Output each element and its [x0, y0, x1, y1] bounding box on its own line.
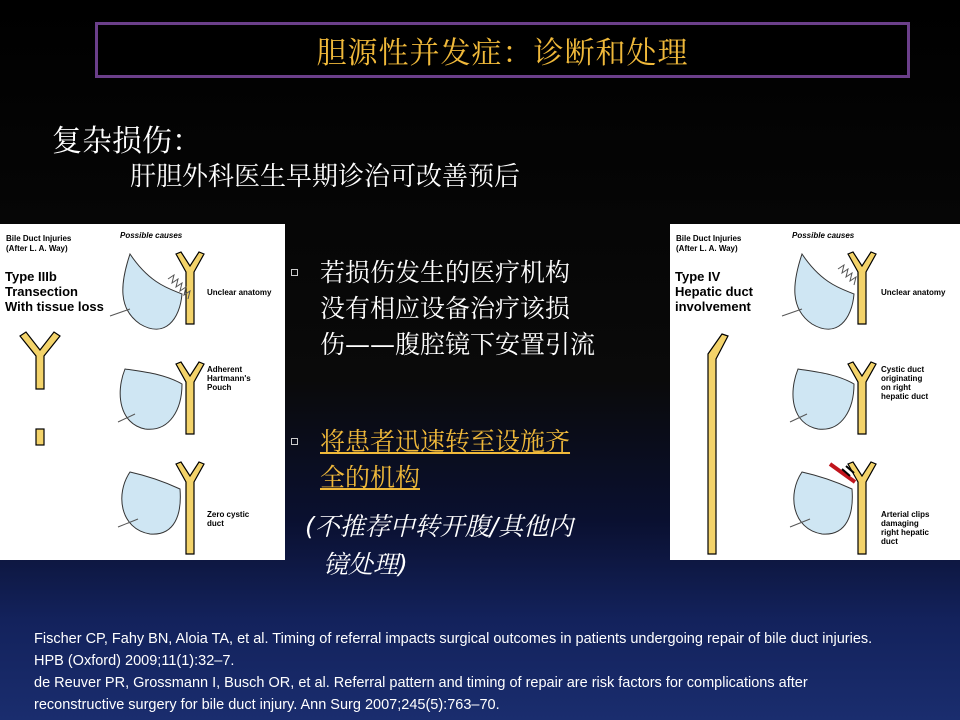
bullet1-line1: 若损伤发生的医疗机构 [320, 258, 571, 287]
references [34, 628, 944, 716]
right-diagram-header-line1: Bile Duct Injuries [676, 234, 742, 243]
ref2-line2: reconstructive surgery for bile duct injury. Ann Surg 2007;245(5):763–70. [34, 697, 500, 713]
note-line2: 镜处理) [323, 550, 408, 579]
right-type-line2: Hepatic duct [675, 284, 754, 299]
right-type-line3: involvement [675, 299, 751, 314]
right-diagram [670, 224, 960, 560]
right-cause3-line4: duct [881, 537, 898, 546]
left-diagram-header-line2: (After L. A. Way) [6, 244, 68, 253]
left-cause2-line2: Hartmann's [207, 374, 251, 383]
left-cause1: Unclear anatomy [207, 288, 272, 297]
ref1-line2: HPB (Oxford) 2009;11(1):32–7. [34, 653, 235, 669]
bullet-square-icon [291, 438, 298, 445]
left-cause3-line1: Zero cystic [207, 510, 250, 519]
left-type-line1: Type IIIb [5, 269, 57, 284]
heading: 复杂损伤： [52, 124, 202, 159]
right-cause3-line1: Arterial clips [881, 510, 930, 519]
right-cause3-line2: damaging [881, 519, 919, 528]
ref1-line1: Fischer CP, Fahy BN, Aloia TA, et al. Timing of referral impacts surgical outcomes in patients undergoing repair of bile duct injuries. [34, 631, 873, 647]
subheading: 肝胆外科医生早期诊治可改善预后 [130, 162, 521, 192]
left-cause2-line1: Adherent [207, 365, 243, 374]
note [305, 508, 665, 584]
left-type-line2: Transection [5, 284, 78, 299]
bullet2-line1: 将患者迅速转至设施齐 [320, 427, 571, 456]
slide-title: 胆源性并发症：诊断和处理 [316, 36, 689, 71]
left-cause3-line2: duct [207, 519, 224, 528]
right-possible-causes: Possible causes [792, 231, 855, 240]
bullet1-line3: 伤——腹腔镜下安置引流 [320, 330, 596, 359]
right-type-line1: Type IV [675, 269, 721, 284]
right-diagram-header-line2: (After L. A. Way) [676, 244, 738, 253]
note-line1: (不推荐中转开腹/其他内 [305, 512, 574, 541]
bullet2-line2: 全的机构 [320, 463, 421, 492]
right-cause3-line3: right hepatic [881, 528, 930, 537]
left-possible-causes: Possible causes [120, 231, 183, 240]
title-box [95, 22, 910, 78]
bullet-square-icon [291, 269, 298, 276]
left-diagram [0, 224, 285, 560]
left-cause2-line3: Pouch [207, 383, 232, 392]
right-cause2-line1: Cystic duct [881, 365, 925, 374]
ref2-line1: de Reuver PR, Grossmann I, Busch OR, et al. Referral pattern and timing of repair are risk factors for complications after [34, 675, 808, 691]
right-cause2-line2: originating [881, 374, 923, 383]
left-type-line3: With tissue loss [5, 299, 104, 314]
bullet1-line2: 没有相应设备治疗该损 [320, 294, 571, 323]
right-cause2-line3: on right [881, 383, 911, 392]
left-diagram-header-line1: Bile Duct Injuries [6, 234, 72, 243]
right-cause1: Unclear anatomy [881, 288, 946, 297]
right-cause2-line4: hepatic duct [881, 392, 929, 401]
